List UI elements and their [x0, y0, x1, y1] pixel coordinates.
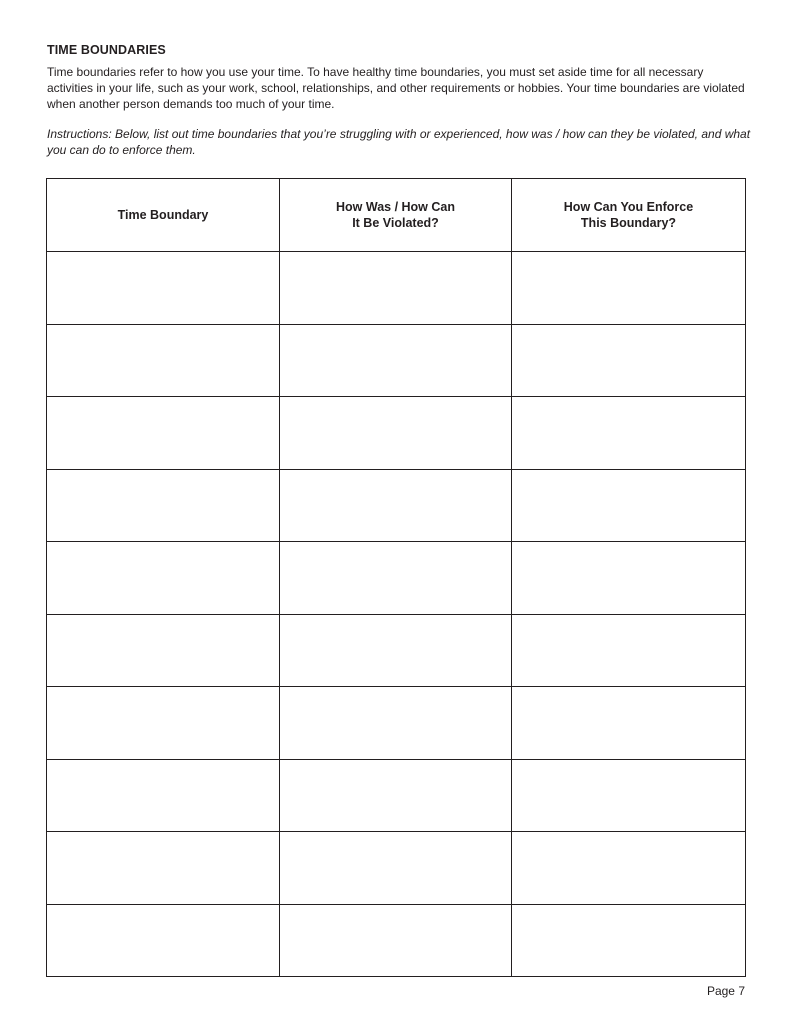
time-boundary-cell[interactable] [47, 904, 280, 977]
column-header-label: This Boundary? [580, 216, 677, 230]
enforce-cell[interactable] [512, 904, 746, 977]
column-header-label: Time Boundary [117, 208, 209, 222]
table-row [47, 904, 746, 977]
instructions-paragraph: Instructions: Below, list out time boundaries that you’re struggling with or experienced, how was / how can they be violated, and what you can do to enforce them. [47, 127, 751, 157]
table-row [47, 397, 746, 470]
page-number: Page 7 [706, 984, 745, 998]
enforce-cell[interactable] [512, 397, 746, 470]
column-header-label: How Can You Enforce [563, 200, 694, 214]
column-header-label: It Be Violated? [352, 216, 439, 230]
enforce-cell[interactable] [512, 759, 746, 832]
time-boundary-cell[interactable] [47, 324, 280, 397]
enforce-cell[interactable] [512, 542, 746, 615]
table-row [47, 542, 746, 615]
table-row [47, 469, 746, 542]
how-violated-cell[interactable] [280, 759, 512, 832]
table-row [47, 324, 746, 397]
time-boundary-cell[interactable] [47, 759, 280, 832]
table-row [47, 687, 746, 760]
time-boundary-cell[interactable] [47, 397, 280, 470]
enforce-cell[interactable] [512, 324, 746, 397]
table-row [47, 252, 746, 325]
table-row [47, 759, 746, 832]
intro-paragraph: Time boundaries refer to how you use your time. To have healthy time boundaries, you must set aside time for all necessary activities in your life, such as your work, school, relationships, and other requirements or hobbies. Your time boundaries are violated when another person demands too much of your time. [47, 65, 745, 111]
enforce-cell[interactable] [512, 252, 746, 325]
time-boundary-cell[interactable] [47, 542, 280, 615]
table-header-row [47, 179, 746, 252]
enforce-cell[interactable] [512, 614, 746, 687]
section-title: TIME BOUNDARIES [47, 43, 166, 57]
time-boundary-cell[interactable] [47, 832, 280, 905]
time-boundary-cell[interactable] [47, 252, 280, 325]
enforce-cell[interactable] [512, 687, 746, 760]
how-violated-cell[interactable] [280, 469, 512, 542]
how-violated-cell[interactable] [280, 542, 512, 615]
enforce-cell[interactable] [512, 832, 746, 905]
how-violated-cell[interactable] [280, 252, 512, 325]
how-violated-cell[interactable] [280, 687, 512, 760]
time-boundary-cell[interactable] [47, 614, 280, 687]
how-violated-cell[interactable] [280, 324, 512, 397]
table-row [47, 614, 746, 687]
how-violated-cell[interactable] [280, 397, 512, 470]
column-header-how-violated [280, 179, 512, 252]
table-row [47, 832, 746, 905]
time-boundary-cell[interactable] [47, 687, 280, 760]
boundaries-table [46, 178, 746, 977]
column-header-time-boundary [47, 179, 280, 252]
enforce-cell[interactable] [512, 469, 746, 542]
how-violated-cell[interactable] [280, 614, 512, 687]
table-body [47, 252, 746, 977]
column-header-label: How Was / How Can [336, 200, 455, 214]
column-header-enforce [512, 179, 746, 252]
how-violated-cell[interactable] [280, 904, 512, 977]
time-boundary-cell[interactable] [47, 469, 280, 542]
how-violated-cell[interactable] [280, 832, 512, 905]
